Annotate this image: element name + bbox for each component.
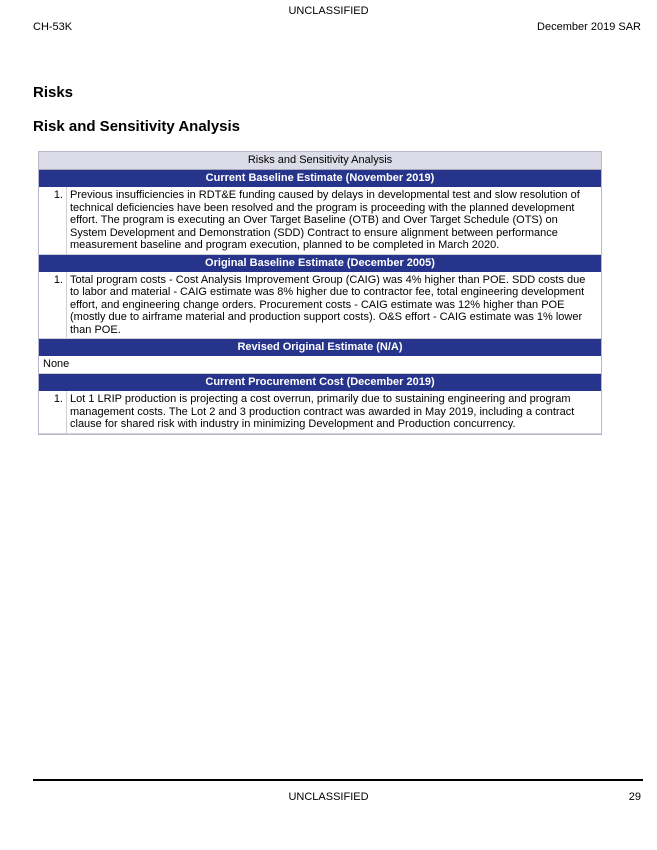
page-number: 29 bbox=[628, 791, 641, 803]
classification-banner-top: UNCLASSIFIED bbox=[288, 5, 369, 17]
classification-banner-bottom: UNCLASSIFIED bbox=[288, 791, 369, 803]
current-procurement-text: Lot 1 LRIP production is projecting a cost overrun, primarily due to sustaining engineering and program management costs. The Lot 2 and 3 production contract was awarded in May 2019, including a contract clause for shared risk with industry in minimizing Development and Production concurrency. bbox=[70, 393, 575, 430]
subsection-title: Risk and Sensitivity Analysis bbox=[33, 118, 241, 135]
original-baseline-heading: Original Baseline Estimate (December 2005) bbox=[39, 255, 601, 272]
original-baseline-text: Total program costs - Cost Analysis Improvement Group (CAIG) was 4% higher than POE. SDD costs due to labor and material - CAIG estimate was 8% higher due to contractor fee, total engineering development effort, and engineering change orders. Procurement costs - CAIG estimate was 12% higher than POE (mostly due to airframe material and production support costs). O&S effort - CAIG estimate was 1% lower than POE. bbox=[70, 273, 586, 336]
current-baseline-row bbox=[39, 187, 601, 255]
table-caption: Risks and Sensitivity Analysis bbox=[39, 152, 601, 170]
current-baseline-heading: Current Baseline Estimate (November 2019) bbox=[39, 170, 601, 187]
risk-sensitivity-table bbox=[38, 151, 602, 435]
item-number: 1. bbox=[39, 272, 67, 339]
section-title: Risks bbox=[33, 84, 74, 101]
revised-original-text: None bbox=[39, 356, 601, 374]
original-baseline-row bbox=[39, 272, 601, 340]
footer-divider bbox=[33, 779, 643, 781]
program-name: CH-53K bbox=[33, 21, 73, 33]
current-procurement-heading: Current Procurement Cost (December 2019) bbox=[39, 374, 601, 391]
item-number: 1. bbox=[39, 391, 67, 433]
item-number: 1. bbox=[39, 187, 67, 254]
report-title: December 2019 SAR bbox=[537, 21, 641, 33]
current-baseline-text: Previous insufficiencies in RDT&E funding caused by delays in developmental test and slow resolution of technical deficiencies have been resolved and the program is proceeding with the planned development effort. The program is executing an Over Target Baseline (OTB) and Over Target Schedule (OTS) on System Development and Demonstration (SDD) Contract to ensure alignment between performance measurement baseline and program execution, planned to be completed in March 2020. bbox=[70, 189, 580, 251]
revised-original-heading: Revised Original Estimate (N/A) bbox=[39, 339, 601, 356]
current-procurement-row bbox=[39, 391, 601, 434]
